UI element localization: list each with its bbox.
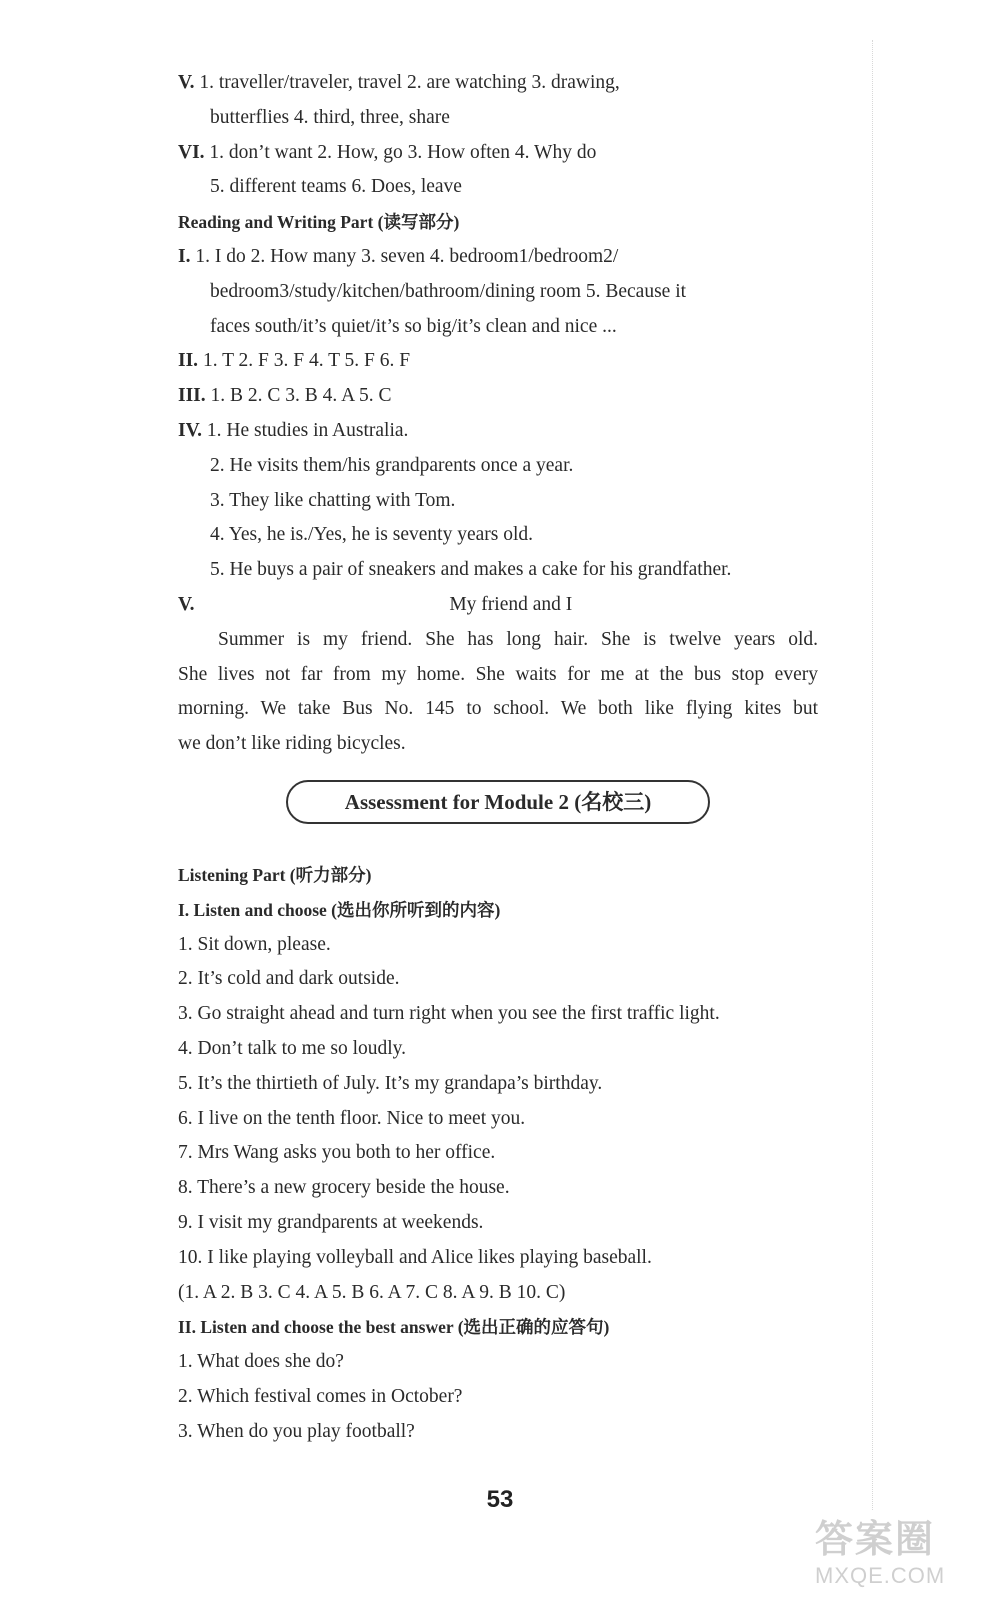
section-v-answers-1: 1. traveller/traveler, travel 2. are watching 3. drawing,: [199, 72, 620, 93]
answer-page: [178, 66, 818, 1449]
list-item: 4. Don’t talk to me so loudly.: [178, 1037, 407, 1059]
rw-section-iv-answer-2: 2. He visits them/his grandparents once a year.: [210, 454, 574, 476]
section-vi-label: VI.: [178, 141, 205, 163]
rw-section-iii-label: III.: [178, 385, 206, 407]
list-item: 3. Go straight ahead and turn right when you see the first traffic light.: [178, 1003, 720, 1025]
rw-section-i-line1: [178, 240, 818, 275]
watermark-main-text: 答案圈: [815, 1519, 936, 1561]
section-v-label: V.: [178, 72, 195, 93]
reading-writing-heading: Reading and Writing Part (读写部分): [178, 212, 460, 233]
listening-part2-heading: II. Listen and choose the best answer (选出正确的应答句): [178, 1317, 610, 1338]
list-item: 5. It’s the thirtieth of July. It’s my grandapa’s birthday.: [178, 1072, 603, 1094]
rw-section-iv-line1: [178, 414, 818, 449]
section-vi-line1: [178, 136, 818, 171]
part1-answer-key: (1. A 2. B 3. C 4. A 5. B 6. A 7. C 8. A 9. B 10. C): [178, 1281, 566, 1303]
rw-section-iv-label: IV.: [178, 419, 203, 441]
watermark-logo: [815, 1508, 980, 1588]
assessment-banner: Assessment for Module 2 (名校三): [286, 780, 710, 824]
section-v-line1: [178, 66, 818, 101]
list-item: 6. I live on the tenth floor. Nice to meet you.: [178, 1107, 526, 1129]
essay-line-4: we don’t like riding bicycles.: [178, 733, 406, 755]
page-number: 53: [486, 1486, 514, 1513]
rw-section-iii-answers: 1. B 2. C 3. B 4. A 5. C: [210, 385, 392, 407]
list-item: 8. There’s a new grocery beside the house.: [178, 1177, 510, 1199]
rw-section-iv-answer-1: 1. He studies in Australia.: [206, 419, 409, 441]
rw-section-i-answers-3: faces south/it’s quiet/it’s so big/it’s clean and nice ...: [210, 315, 617, 337]
section-vi-answers-2: 5. different teams 6. Does, leave: [210, 176, 462, 198]
rw-section-ii: [178, 344, 818, 379]
essay-line-3: morning. We take Bus No. 145 to school. We both like flying kites but: [178, 698, 818, 720]
section-v-answers-2: butterflies 4. third, three, share: [210, 106, 450, 128]
rw-section-iii: [178, 379, 818, 414]
rw-section-iv-answer-4: 4. Yes, he is./Yes, he is seventy years old.: [210, 524, 534, 546]
assessment-banner-area: [178, 762, 818, 858]
essay-line-1: Summer is my friend. She has long hair. She is twelve years old.: [218, 628, 818, 650]
rw-section-v-label: V.: [178, 593, 195, 615]
essay-line-2: She lives not far from my home. She waits for me at the bus stop every: [178, 663, 818, 685]
rw-section-i-answers-1: 1. I do 2. How many 3. seven 4. bedroom1/bedroom2/: [195, 245, 619, 267]
rw-section-v-title-row: [178, 588, 818, 623]
essay-title: My friend and I: [449, 593, 573, 615]
rw-section-i-answers-2: bedroom3/study/kitchen/bathroom/dining room 5. Because it: [210, 280, 687, 302]
list-item: 1. What does she do?: [178, 1351, 344, 1373]
rw-section-ii-label: II.: [178, 350, 199, 372]
page-edge-line: [872, 40, 873, 1510]
list-item: 1. Sit down, please.: [178, 933, 331, 955]
section-vi-answers-1: 1. don’t want 2. How, go 3. How often 4. Why do: [209, 141, 597, 163]
list-item: 2. It’s cold and dark outside.: [178, 968, 400, 990]
list-item: 2. Which festival comes in October?: [178, 1385, 463, 1407]
listening-part1-heading: I. Listen and choose (选出你所听到的内容): [178, 899, 501, 920]
rw-section-iv-answer-3: 3. They like chatting with Tom.: [210, 489, 456, 511]
rw-section-iv-answer-5: 5. He buys a pair of sneakers and makes a cake for his grandfather.: [210, 559, 732, 581]
listening-heading: Listening Part (听力部分): [178, 864, 372, 885]
rw-section-i-label: I.: [178, 245, 191, 267]
rw-section-ii-answers: 1. T 2. F 3. F 4. T 5. F 6. F: [202, 350, 411, 372]
list-item: 10. I like playing volleyball and Alice likes playing baseball.: [178, 1246, 652, 1268]
list-item: 7. Mrs Wang asks you both to her office.: [178, 1142, 496, 1164]
list-item: 3. When do you play football?: [178, 1420, 415, 1442]
watermark-sub-text: MXQE.COM: [815, 1563, 946, 1588]
list-item: 9. I visit my grandparents at weekends.: [178, 1211, 484, 1233]
